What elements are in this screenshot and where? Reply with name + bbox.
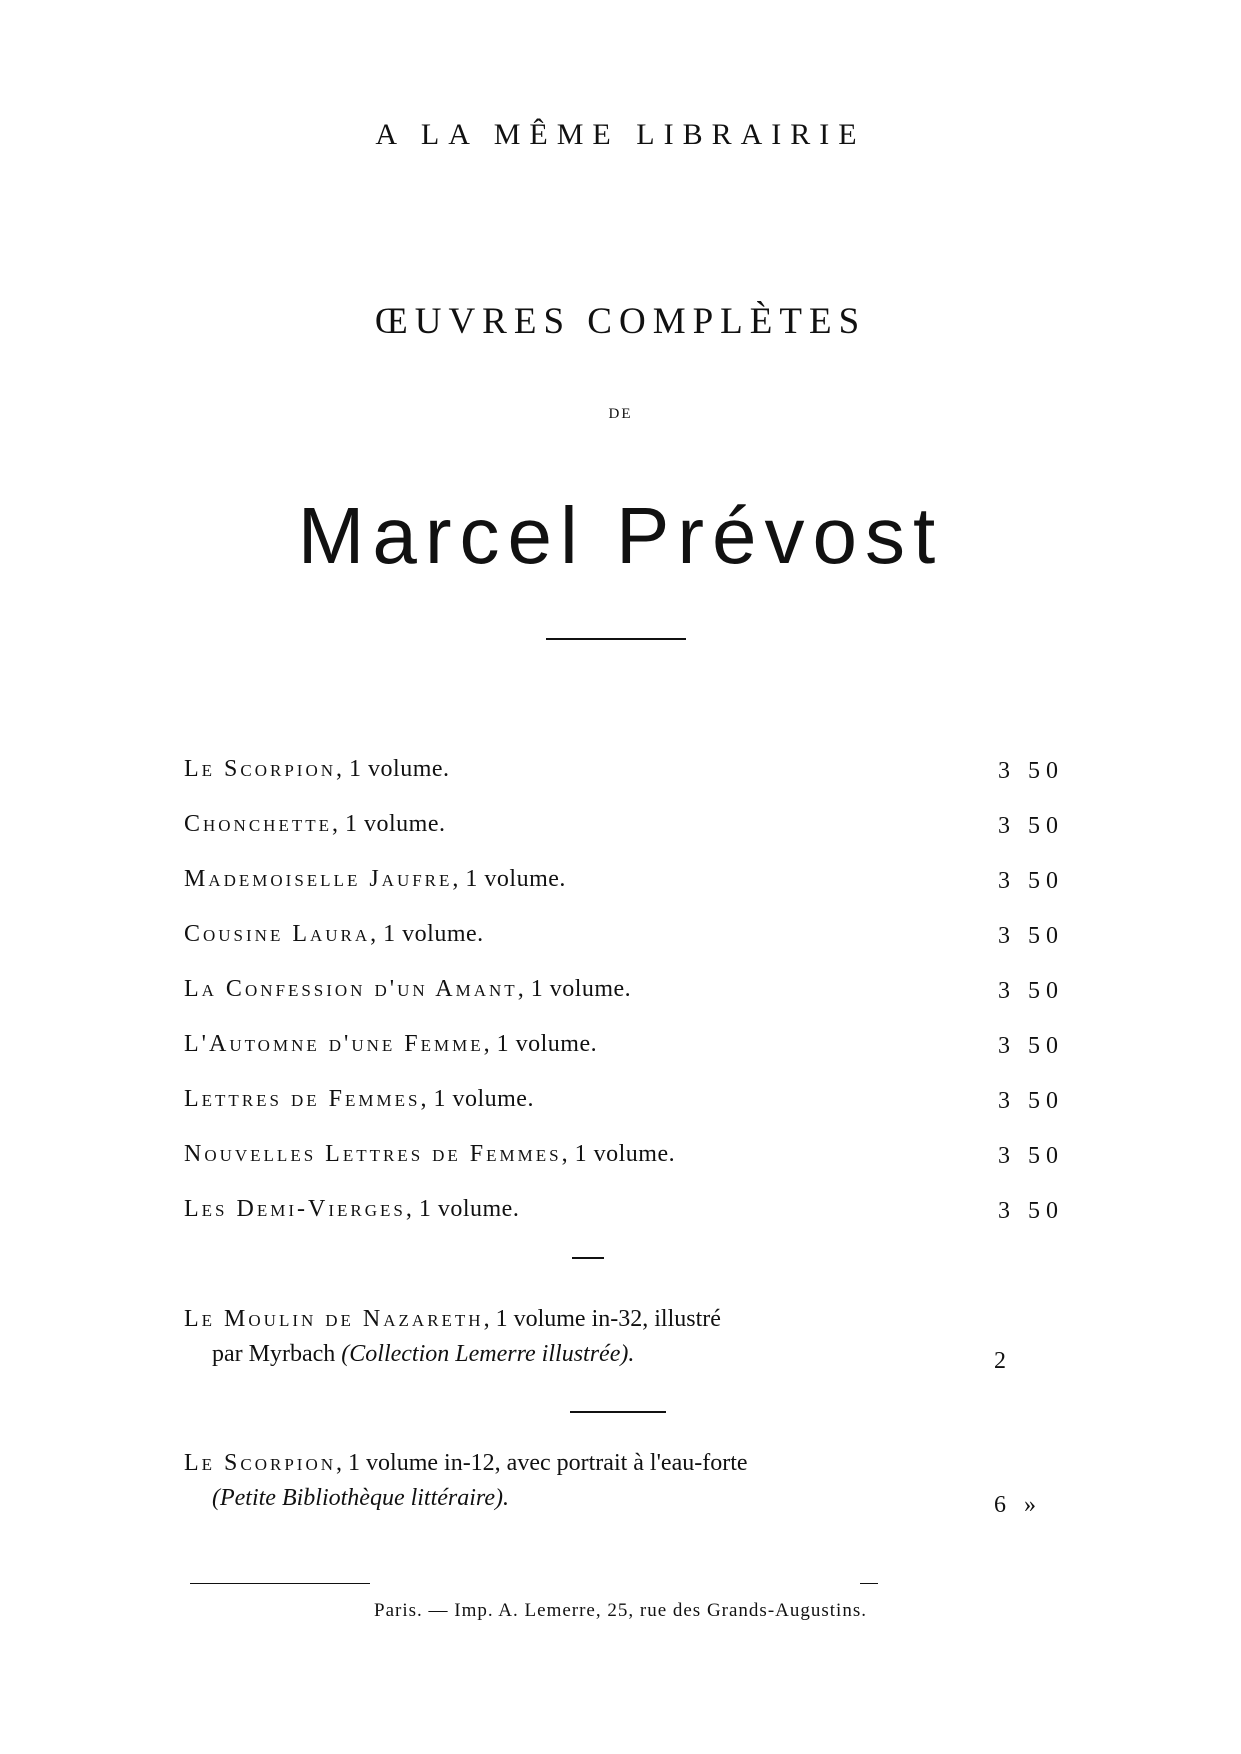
short-rule	[572, 1257, 604, 1259]
list-item	[184, 811, 1064, 866]
footer-rule-left	[190, 1583, 370, 1584]
work-price: 3 50	[998, 923, 1064, 949]
series-title: ŒUVRES COMPLÈTES	[374, 301, 867, 342]
author-name: Marcel Prévost	[297, 491, 944, 580]
preposition-de: DE	[608, 406, 633, 422]
work-title: La Confession d'un Amant, 1 volume.	[184, 976, 632, 1002]
work-price: 3 50	[998, 813, 1064, 839]
footer-rule-right	[860, 1583, 878, 1584]
work-price: 3 50	[998, 1088, 1064, 1114]
works-list	[184, 756, 1064, 1251]
list-item	[184, 1031, 1064, 1086]
divider-rule	[570, 1411, 666, 1413]
work-price: 3 50	[998, 758, 1064, 784]
work-price: 3 50	[998, 1198, 1064, 1224]
work-title: L'Automne d'une Femme, 1 volume.	[184, 1031, 598, 1057]
scorpion-petite-price: 6 »	[994, 1492, 1042, 1518]
work-title: Nouvelles Lettres de Femmes, 1 volume.	[184, 1141, 676, 1167]
ornament-rule	[546, 638, 686, 640]
list-item	[184, 1086, 1064, 1141]
list-item	[184, 756, 1064, 811]
list-item	[184, 866, 1064, 921]
scorpion-petite-entry: Le Scorpion, 1 volume in-12, avec portrait à l'eau-forte (Petite Bibliothèque littéraire). 6 »	[184, 1450, 1042, 1518]
list-item	[184, 1196, 1064, 1251]
work-price: 3 50	[998, 868, 1064, 894]
moulin-entry: Le Moulin de Nazareth, 1 volume in-32, illustré par Myrbach (Collection Lemerre illustrée). 2	[184, 1306, 1012, 1374]
work-title: Mademoiselle Jaufre, 1 volume.	[184, 866, 566, 892]
work-title: Cousine Laura, 1 volume.	[184, 921, 484, 947]
work-title: Chonchette, 1 volume.	[184, 811, 446, 837]
moulin-price: 2	[994, 1348, 1012, 1374]
publisher-header: A LA MÊME LIBRAIRIE	[375, 118, 866, 151]
list-item	[184, 921, 1064, 976]
printer-imprint: Paris. — Imp. A. Lemerre, 25, rue des Grands-Augustins.	[374, 1600, 867, 1621]
list-item	[184, 976, 1064, 1031]
work-price: 3 50	[998, 1143, 1064, 1169]
work-title: Le Scorpion, 1 volume.	[184, 756, 450, 782]
work-price: 3 50	[998, 1033, 1064, 1059]
work-title: Les Demi-Vierges, 1 volume.	[184, 1196, 520, 1222]
work-title: Lettres de Femmes, 1 volume.	[184, 1086, 534, 1112]
list-item	[184, 1141, 1064, 1196]
work-price: 3 50	[998, 978, 1064, 1004]
